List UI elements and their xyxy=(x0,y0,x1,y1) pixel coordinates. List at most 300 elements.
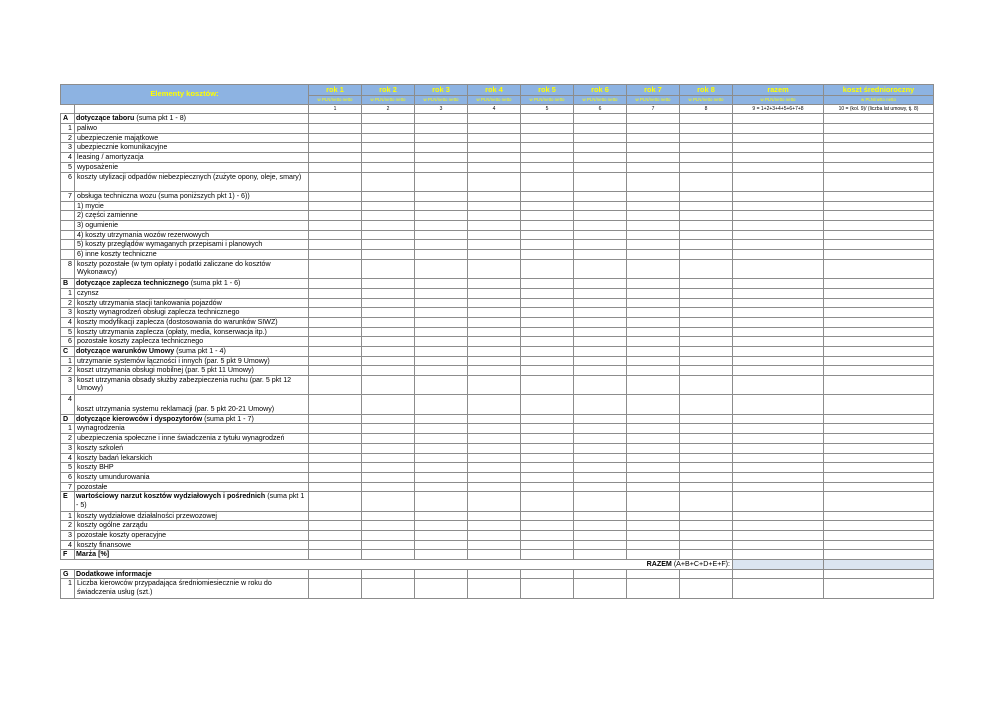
value-cell[interactable] xyxy=(521,569,574,579)
value-cell[interactable] xyxy=(680,114,733,124)
value-cell[interactable] xyxy=(733,550,824,560)
value-cell[interactable] xyxy=(415,434,468,444)
value-cell[interactable] xyxy=(574,317,627,327)
value-cell[interactable] xyxy=(362,124,415,134)
value-cell[interactable] xyxy=(680,327,733,337)
value-cell[interactable] xyxy=(824,288,934,298)
value-cell[interactable] xyxy=(733,521,824,531)
value-cell[interactable] xyxy=(362,521,415,531)
value-cell[interactable] xyxy=(521,376,574,395)
value-cell[interactable] xyxy=(627,162,680,172)
value-cell[interactable] xyxy=(627,317,680,327)
value-cell[interactable] xyxy=(521,550,574,560)
value-cell[interactable] xyxy=(415,172,468,191)
value-cell[interactable] xyxy=(574,133,627,143)
value-cell[interactable] xyxy=(824,250,934,260)
value-cell[interactable] xyxy=(627,521,680,531)
value-cell[interactable] xyxy=(824,162,934,172)
value-cell[interactable] xyxy=(362,201,415,211)
value-cell[interactable] xyxy=(468,259,521,278)
value-cell[interactable] xyxy=(362,511,415,521)
value-cell[interactable] xyxy=(468,453,521,463)
value-cell[interactable] xyxy=(824,521,934,531)
value-cell[interactable] xyxy=(733,434,824,444)
value-cell[interactable] xyxy=(521,259,574,278)
value-cell[interactable] xyxy=(468,143,521,153)
value-cell[interactable] xyxy=(415,124,468,134)
value-cell[interactable] xyxy=(521,443,574,453)
value-cell[interactable] xyxy=(415,511,468,521)
value-cell[interactable] xyxy=(415,550,468,560)
value-cell[interactable] xyxy=(309,337,362,347)
value-cell[interactable] xyxy=(824,337,934,347)
value-cell[interactable] xyxy=(468,579,521,598)
value-cell[interactable] xyxy=(680,463,733,473)
value-cell[interactable] xyxy=(468,366,521,376)
value-cell[interactable] xyxy=(415,376,468,395)
value-cell[interactable] xyxy=(415,114,468,124)
value-cell[interactable] xyxy=(627,133,680,143)
value-cell[interactable] xyxy=(415,240,468,250)
value-cell[interactable] xyxy=(574,434,627,444)
value-cell[interactable] xyxy=(680,162,733,172)
value-cell[interactable] xyxy=(574,211,627,221)
value-cell[interactable] xyxy=(468,395,521,414)
value-cell[interactable] xyxy=(309,463,362,473)
value-cell[interactable] xyxy=(574,453,627,463)
value-cell[interactable] xyxy=(574,550,627,560)
value-cell[interactable] xyxy=(521,279,574,289)
value-cell[interactable] xyxy=(733,279,824,289)
value-cell[interactable] xyxy=(680,337,733,347)
value-cell[interactable] xyxy=(309,288,362,298)
value-cell[interactable] xyxy=(824,463,934,473)
value-cell[interactable] xyxy=(627,288,680,298)
value-cell[interactable] xyxy=(468,279,521,289)
value-cell[interactable] xyxy=(521,337,574,347)
value-cell[interactable] xyxy=(309,434,362,444)
value-cell[interactable] xyxy=(627,414,680,424)
value-cell[interactable] xyxy=(824,366,934,376)
value-cell[interactable] xyxy=(468,298,521,308)
value-cell[interactable] xyxy=(733,172,824,191)
value-cell[interactable] xyxy=(627,298,680,308)
value-cell[interactable] xyxy=(824,579,934,598)
value-cell[interactable] xyxy=(627,472,680,482)
value-cell[interactable] xyxy=(574,162,627,172)
value-cell[interactable] xyxy=(824,482,934,492)
value-cell[interactable] xyxy=(733,346,824,356)
value-cell[interactable] xyxy=(309,114,362,124)
value-cell[interactable] xyxy=(521,172,574,191)
value-cell[interactable] xyxy=(362,540,415,550)
value-cell[interactable] xyxy=(521,366,574,376)
value-cell[interactable] xyxy=(362,443,415,453)
value-cell[interactable] xyxy=(309,492,362,511)
value-cell[interactable] xyxy=(574,492,627,511)
value-cell[interactable] xyxy=(824,201,934,211)
value-cell[interactable] xyxy=(309,453,362,463)
value-cell[interactable] xyxy=(824,376,934,395)
value-cell[interactable] xyxy=(627,463,680,473)
value-cell[interactable] xyxy=(680,133,733,143)
value-cell[interactable] xyxy=(627,172,680,191)
value-cell[interactable] xyxy=(362,531,415,541)
value-cell[interactable] xyxy=(574,191,627,201)
value-cell[interactable] xyxy=(362,230,415,240)
total-value-cell[interactable] xyxy=(733,560,824,570)
value-cell[interactable] xyxy=(680,143,733,153)
value-cell[interactable] xyxy=(627,308,680,318)
value-cell[interactable] xyxy=(309,172,362,191)
value-cell[interactable] xyxy=(309,443,362,453)
value-cell[interactable] xyxy=(415,569,468,579)
value-cell[interactable] xyxy=(362,327,415,337)
value-cell[interactable] xyxy=(680,531,733,541)
value-cell[interactable] xyxy=(415,308,468,318)
value-cell[interactable] xyxy=(824,279,934,289)
value-cell[interactable] xyxy=(680,492,733,511)
value-cell[interactable] xyxy=(468,550,521,560)
value-cell[interactable] xyxy=(415,337,468,347)
value-cell[interactable] xyxy=(415,279,468,289)
value-cell[interactable] xyxy=(309,376,362,395)
value-cell[interactable] xyxy=(733,143,824,153)
value-cell[interactable] xyxy=(468,472,521,482)
value-cell[interactable] xyxy=(309,279,362,289)
value-cell[interactable] xyxy=(824,124,934,134)
value-cell[interactable] xyxy=(733,230,824,240)
value-cell[interactable] xyxy=(468,434,521,444)
value-cell[interactable] xyxy=(362,259,415,278)
value-cell[interactable] xyxy=(574,288,627,298)
value-cell[interactable] xyxy=(415,463,468,473)
value-cell[interactable] xyxy=(309,191,362,201)
value-cell[interactable] xyxy=(574,114,627,124)
value-cell[interactable] xyxy=(574,172,627,191)
value-cell[interactable] xyxy=(574,472,627,482)
value-cell[interactable] xyxy=(521,308,574,318)
value-cell[interactable] xyxy=(362,250,415,260)
value-cell[interactable] xyxy=(362,114,415,124)
value-cell[interactable] xyxy=(415,443,468,453)
value-cell[interactable] xyxy=(415,259,468,278)
value-cell[interactable] xyxy=(680,201,733,211)
value-cell[interactable] xyxy=(362,453,415,463)
value-cell[interactable] xyxy=(627,143,680,153)
value-cell[interactable] xyxy=(362,463,415,473)
value-cell[interactable] xyxy=(627,443,680,453)
value-cell[interactable] xyxy=(733,259,824,278)
value-cell[interactable] xyxy=(680,240,733,250)
value-cell[interactable] xyxy=(574,511,627,521)
value-cell[interactable] xyxy=(824,550,934,560)
value-cell[interactable] xyxy=(362,298,415,308)
value-cell[interactable] xyxy=(309,162,362,172)
value-cell[interactable] xyxy=(415,346,468,356)
value-cell[interactable] xyxy=(362,153,415,163)
value-cell[interactable] xyxy=(627,511,680,521)
value-cell[interactable] xyxy=(627,211,680,221)
value-cell[interactable] xyxy=(574,424,627,434)
value-cell[interactable] xyxy=(680,579,733,598)
value-cell[interactable] xyxy=(733,153,824,163)
value-cell[interactable] xyxy=(574,143,627,153)
value-cell[interactable] xyxy=(468,162,521,172)
value-cell[interactable] xyxy=(415,288,468,298)
value-cell[interactable] xyxy=(309,259,362,278)
value-cell[interactable] xyxy=(733,298,824,308)
value-cell[interactable] xyxy=(824,434,934,444)
value-cell[interactable] xyxy=(415,133,468,143)
value-cell[interactable] xyxy=(733,220,824,230)
value-cell[interactable] xyxy=(824,153,934,163)
value-cell[interactable] xyxy=(733,240,824,250)
value-cell[interactable] xyxy=(627,201,680,211)
value-cell[interactable] xyxy=(824,424,934,434)
value-cell[interactable] xyxy=(468,191,521,201)
value-cell[interactable] xyxy=(309,230,362,240)
value-cell[interactable] xyxy=(733,133,824,143)
value-cell[interactable] xyxy=(521,327,574,337)
value-cell[interactable] xyxy=(824,414,934,424)
value-cell[interactable] xyxy=(680,298,733,308)
value-cell[interactable] xyxy=(309,124,362,134)
value-cell[interactable] xyxy=(521,463,574,473)
value-cell[interactable] xyxy=(824,356,934,366)
value-cell[interactable] xyxy=(521,434,574,444)
value-cell[interactable] xyxy=(468,317,521,327)
value-cell[interactable] xyxy=(733,511,824,521)
value-cell[interactable] xyxy=(574,531,627,541)
value-cell[interactable] xyxy=(627,346,680,356)
value-cell[interactable] xyxy=(521,492,574,511)
value-cell[interactable] xyxy=(362,162,415,172)
value-cell[interactable] xyxy=(574,153,627,163)
value-cell[interactable] xyxy=(309,143,362,153)
value-cell[interactable] xyxy=(574,366,627,376)
value-cell[interactable] xyxy=(680,511,733,521)
value-cell[interactable] xyxy=(574,240,627,250)
value-cell[interactable] xyxy=(521,414,574,424)
value-cell[interactable] xyxy=(733,463,824,473)
value-cell[interactable] xyxy=(680,124,733,134)
value-cell[interactable] xyxy=(824,259,934,278)
value-cell[interactable] xyxy=(521,482,574,492)
value-cell[interactable] xyxy=(309,327,362,337)
value-cell[interactable] xyxy=(680,414,733,424)
value-cell[interactable] xyxy=(824,191,934,201)
value-cell[interactable] xyxy=(362,356,415,366)
value-cell[interactable] xyxy=(521,395,574,414)
value-cell[interactable] xyxy=(627,424,680,434)
value-cell[interactable] xyxy=(824,569,934,579)
value-cell[interactable] xyxy=(574,482,627,492)
value-cell[interactable] xyxy=(468,414,521,424)
value-cell[interactable] xyxy=(468,201,521,211)
value-cell[interactable] xyxy=(415,327,468,337)
value-cell[interactable] xyxy=(680,211,733,221)
value-cell[interactable] xyxy=(627,531,680,541)
value-cell[interactable] xyxy=(733,114,824,124)
value-cell[interactable] xyxy=(574,279,627,289)
value-cell[interactable] xyxy=(468,250,521,260)
value-cell[interactable] xyxy=(824,230,934,240)
value-cell[interactable] xyxy=(468,230,521,240)
value-cell[interactable] xyxy=(680,453,733,463)
value-cell[interactable] xyxy=(415,153,468,163)
value-cell[interactable] xyxy=(362,337,415,347)
value-cell[interactable] xyxy=(362,434,415,444)
value-cell[interactable] xyxy=(680,550,733,560)
value-cell[interactable] xyxy=(627,114,680,124)
value-cell[interactable] xyxy=(680,424,733,434)
value-cell[interactable] xyxy=(468,114,521,124)
value-cell[interactable] xyxy=(415,424,468,434)
value-cell[interactable] xyxy=(574,346,627,356)
value-cell[interactable] xyxy=(627,337,680,347)
value-cell[interactable] xyxy=(309,472,362,482)
value-cell[interactable] xyxy=(733,366,824,376)
value-cell[interactable] xyxy=(362,424,415,434)
value-cell[interactable] xyxy=(309,424,362,434)
value-cell[interactable] xyxy=(824,114,934,124)
value-cell[interactable] xyxy=(733,579,824,598)
value-cell[interactable] xyxy=(521,191,574,201)
value-cell[interactable] xyxy=(733,201,824,211)
value-cell[interactable] xyxy=(627,220,680,230)
value-cell[interactable] xyxy=(309,220,362,230)
value-cell[interactable] xyxy=(680,288,733,298)
value-cell[interactable] xyxy=(415,143,468,153)
value-cell[interactable] xyxy=(824,298,934,308)
value-cell[interactable] xyxy=(468,569,521,579)
value-cell[interactable] xyxy=(574,220,627,230)
value-cell[interactable] xyxy=(824,317,934,327)
value-cell[interactable] xyxy=(521,472,574,482)
value-cell[interactable] xyxy=(574,521,627,531)
value-cell[interactable] xyxy=(627,279,680,289)
value-cell[interactable] xyxy=(680,172,733,191)
value-cell[interactable] xyxy=(680,472,733,482)
value-cell[interactable] xyxy=(415,211,468,221)
value-cell[interactable] xyxy=(824,511,934,521)
value-cell[interactable] xyxy=(824,453,934,463)
value-cell[interactable] xyxy=(733,492,824,511)
value-cell[interactable] xyxy=(415,492,468,511)
value-cell[interactable] xyxy=(309,414,362,424)
value-cell[interactable] xyxy=(468,220,521,230)
value-cell[interactable] xyxy=(680,250,733,260)
value-cell[interactable] xyxy=(415,531,468,541)
value-cell[interactable] xyxy=(362,346,415,356)
value-cell[interactable] xyxy=(733,376,824,395)
value-cell[interactable] xyxy=(680,220,733,230)
value-cell[interactable] xyxy=(468,240,521,250)
value-cell[interactable] xyxy=(309,569,362,579)
value-cell[interactable] xyxy=(468,288,521,298)
value-cell[interactable] xyxy=(824,540,934,550)
value-cell[interactable] xyxy=(415,298,468,308)
value-cell[interactable] xyxy=(309,550,362,560)
value-cell[interactable] xyxy=(521,240,574,250)
value-cell[interactable] xyxy=(733,288,824,298)
value-cell[interactable] xyxy=(680,395,733,414)
value-cell[interactable] xyxy=(824,172,934,191)
value-cell[interactable] xyxy=(733,317,824,327)
value-cell[interactable] xyxy=(824,492,934,511)
value-cell[interactable] xyxy=(574,463,627,473)
value-cell[interactable] xyxy=(627,376,680,395)
value-cell[interactable] xyxy=(521,230,574,240)
value-cell[interactable] xyxy=(362,492,415,511)
value-cell[interactable] xyxy=(468,346,521,356)
value-cell[interactable] xyxy=(362,414,415,424)
value-cell[interactable] xyxy=(309,346,362,356)
value-cell[interactable] xyxy=(733,162,824,172)
value-cell[interactable] xyxy=(733,443,824,453)
value-cell[interactable] xyxy=(415,230,468,240)
value-cell[interactable] xyxy=(574,327,627,337)
value-cell[interactable] xyxy=(309,366,362,376)
value-cell[interactable] xyxy=(574,337,627,347)
value-cell[interactable] xyxy=(680,482,733,492)
value-cell[interactable] xyxy=(468,492,521,511)
value-cell[interactable] xyxy=(733,211,824,221)
value-cell[interactable] xyxy=(627,250,680,260)
value-cell[interactable] xyxy=(627,492,680,511)
value-cell[interactable] xyxy=(415,356,468,366)
value-cell[interactable] xyxy=(521,298,574,308)
value-cell[interactable] xyxy=(309,317,362,327)
value-cell[interactable] xyxy=(627,259,680,278)
value-cell[interactable] xyxy=(574,298,627,308)
value-cell[interactable] xyxy=(733,472,824,482)
value-cell[interactable] xyxy=(680,259,733,278)
value-cell[interactable] xyxy=(362,240,415,250)
value-cell[interactable] xyxy=(574,356,627,366)
value-cell[interactable] xyxy=(627,434,680,444)
value-cell[interactable] xyxy=(627,395,680,414)
value-cell[interactable] xyxy=(521,288,574,298)
value-cell[interactable] xyxy=(415,220,468,230)
total-value-cell[interactable] xyxy=(824,560,934,570)
value-cell[interactable] xyxy=(680,346,733,356)
value-cell[interactable] xyxy=(362,472,415,482)
value-cell[interactable] xyxy=(521,540,574,550)
value-cell[interactable] xyxy=(309,153,362,163)
value-cell[interactable] xyxy=(309,298,362,308)
value-cell[interactable] xyxy=(627,240,680,250)
value-cell[interactable] xyxy=(415,395,468,414)
value-cell[interactable] xyxy=(468,337,521,347)
value-cell[interactable] xyxy=(309,308,362,318)
value-cell[interactable] xyxy=(468,133,521,143)
value-cell[interactable] xyxy=(824,143,934,153)
value-cell[interactable] xyxy=(733,337,824,347)
value-cell[interactable] xyxy=(362,143,415,153)
value-cell[interactable] xyxy=(468,511,521,521)
value-cell[interactable] xyxy=(627,366,680,376)
value-cell[interactable] xyxy=(362,191,415,201)
value-cell[interactable] xyxy=(309,250,362,260)
value-cell[interactable] xyxy=(309,356,362,366)
value-cell[interactable] xyxy=(362,133,415,143)
value-cell[interactable] xyxy=(521,356,574,366)
value-cell[interactable] xyxy=(627,230,680,240)
value-cell[interactable] xyxy=(733,482,824,492)
value-cell[interactable] xyxy=(824,211,934,221)
